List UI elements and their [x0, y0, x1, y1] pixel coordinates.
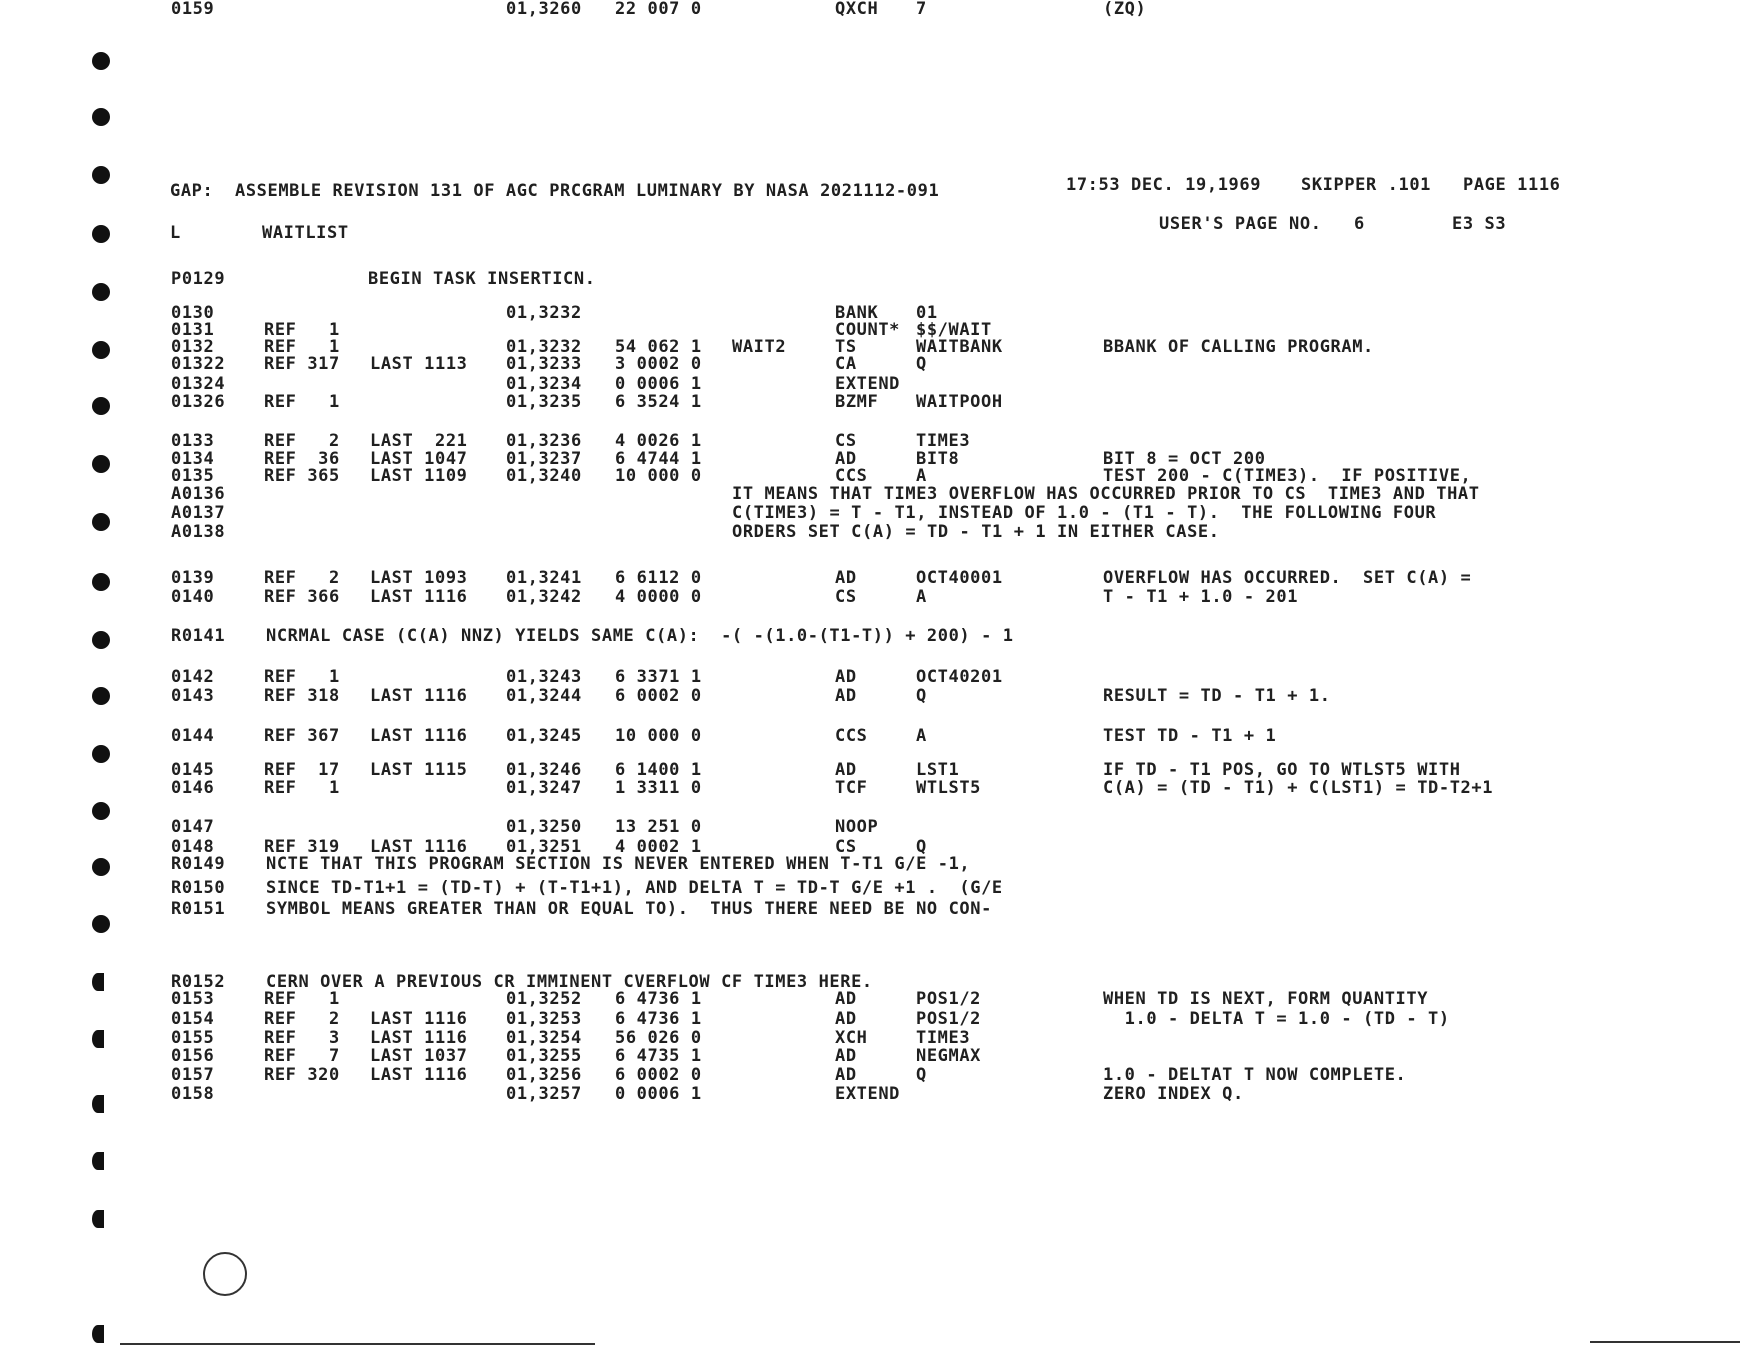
listing-comment: BBANK OF CALLING PROGRAM.: [1103, 337, 1374, 357]
listing-last: LAST 1093: [370, 568, 468, 588]
line-number: A0137: [171, 503, 226, 523]
line-number: 0155: [171, 1028, 215, 1048]
listing-ref: REF 319: [264, 837, 340, 857]
listing-word: 56 026 0: [615, 1028, 702, 1048]
listing-ref: REF 1: [264, 392, 340, 412]
listing-ref: REF 2: [264, 431, 340, 451]
binder-hole-icon: [92, 283, 110, 301]
listing-addr: 01,3260: [506, 0, 582, 19]
listing-last: LAST 1109: [370, 466, 468, 486]
listing-comment: C(A) = (TD - T1) + C(LST1) = TD-T2+1: [1103, 778, 1494, 798]
listing-op: XCH: [835, 1028, 868, 1048]
line-number: 0134: [171, 449, 215, 469]
line-number: 0156: [171, 1046, 215, 1066]
bottom-rule: [120, 1343, 595, 1345]
line-number: A0136: [171, 484, 226, 504]
punch-circle-icon: [203, 1252, 247, 1296]
listing-last: LAST 1047: [370, 449, 468, 469]
listing-operand: Q: [916, 686, 927, 706]
listing-addr: 01,3252: [506, 989, 582, 1009]
line-number: 0130: [171, 303, 215, 323]
listing-operand: 7: [916, 0, 927, 19]
listing-op: QXCH: [835, 0, 879, 19]
listing-last: LAST 1115: [370, 760, 468, 780]
listing-operand: OCT40201: [916, 667, 1003, 687]
listing-word: 10 000 0: [615, 726, 702, 746]
binder-hole-icon: [92, 513, 110, 531]
listing-operand: WAITBANK: [916, 337, 1003, 357]
listing-addr: 01,3236: [506, 431, 582, 451]
binder-hole-icon: [92, 341, 110, 359]
listing-comment: TEST 200 - C(TIME3). IF POSITIVE,: [1103, 466, 1472, 486]
binder-hole-icon: [92, 1095, 104, 1113]
listing-comment: BIT 8 = OCT 200: [1103, 449, 1266, 469]
listing-op: AD: [835, 568, 857, 588]
listing-op: AD: [835, 1009, 857, 1029]
header-title: GAP: ASSEMBLE REVISION 131 OF AGC PRCGRAM LUMINARY BY NASA 2021112-091: [170, 181, 940, 201]
line-number: 0140: [171, 587, 215, 607]
listing-addr: 01,3250: [506, 817, 582, 837]
binder-hole-icon: [92, 455, 110, 473]
listing-last: LAST 1116: [370, 1065, 468, 1085]
binder-hole-icon: [92, 915, 110, 933]
listing-word: 6 4736 1: [615, 1009, 702, 1029]
listing-word: 10 000 0: [615, 466, 702, 486]
listing-comment: BEGIN TASK INSERTICN.: [368, 269, 596, 289]
listing-operand: BIT8: [916, 449, 960, 469]
line-number: 0132: [171, 337, 215, 357]
binder-hole-icon: [92, 52, 110, 70]
listing-ref: REF 367: [264, 726, 340, 746]
listing-ref: REF 36: [264, 449, 340, 469]
listing-op: AD: [835, 686, 857, 706]
listing-word: 0 0006 1: [615, 1084, 702, 1104]
line-number: 0133: [171, 431, 215, 451]
listing-word: 6 4735 1: [615, 1046, 702, 1066]
listing-addr: 01,3232: [506, 303, 582, 323]
listing-comment: 1.0 - DELTAT T NOW COMPLETE.: [1103, 1065, 1407, 1085]
listing-ref: REF 2: [264, 1009, 340, 1029]
line-number: 0143: [171, 686, 215, 706]
listing-label: WAIT2: [732, 337, 787, 357]
listing-ref: REF 1: [264, 989, 340, 1009]
listing-comment: IF TD - T1 POS, GO TO WTLST5 WITH: [1103, 760, 1461, 780]
listing-operand: $$/WAIT: [916, 320, 992, 340]
listing-word: 6 4744 1: [615, 449, 702, 469]
listing-operand: TIME3: [916, 431, 971, 451]
listing-word: 6 0002 0: [615, 686, 702, 706]
listing-comment: NCTE THAT THIS PROGRAM SECTION IS NEVER ENTERED WHEN T-T1 G/E -1,: [266, 854, 971, 874]
listing-word: 6 1400 1: [615, 760, 702, 780]
listing-op: EXTEND: [835, 374, 901, 394]
listing-ref: REF 7: [264, 1046, 340, 1066]
listing-last: LAST 1116: [370, 837, 468, 857]
listing-operand: POS1/2: [916, 1009, 982, 1029]
listing-addr: 01,3243: [506, 667, 582, 687]
line-number: 01322: [171, 354, 226, 374]
line-number: R0151: [171, 899, 226, 919]
log-letter: L: [170, 223, 181, 243]
line-number: R0141: [171, 626, 226, 646]
listing-addr: 01,3254: [506, 1028, 582, 1048]
listing-word: 6 6112 0: [615, 568, 702, 588]
binder-hole-icon: [92, 108, 110, 126]
listing-op: AD: [835, 449, 857, 469]
bottom-rule: [1590, 1341, 1740, 1343]
binder-hole-icon: [92, 1325, 104, 1343]
listing-ref: REF 1: [264, 320, 340, 340]
listing-op: AD: [835, 760, 857, 780]
line-number: A0138: [171, 522, 226, 542]
listing-operand: OCT40001: [916, 568, 1003, 588]
listing-operand: NEGMAX: [916, 1046, 982, 1066]
listing-ref: REF 318: [264, 686, 340, 706]
listing-operand: Q: [916, 354, 927, 374]
listing-addr: 01,3257: [506, 1084, 582, 1104]
listing-op: NOOP: [835, 817, 879, 837]
listing-comment: ZERO INDEX Q.: [1103, 1084, 1244, 1104]
header-operator: SKIPPER .101: [1301, 175, 1432, 195]
listing-word: 22 007 0: [615, 0, 702, 19]
listing-operand: WAITPOOH: [916, 392, 1003, 412]
line-number: 0147: [171, 817, 215, 837]
listing-comment: C(TIME3) = T - T1, INSTEAD OF 1.0 - (T1 - T). THE FOLLOWING FOUR: [732, 503, 1437, 523]
listing-operand: A: [916, 466, 927, 486]
binder-hole-icon: [92, 631, 110, 649]
listing-comment: WHEN TD IS NEXT, FORM QUANTITY: [1103, 989, 1429, 1009]
printout-code: E3 S3: [1452, 214, 1507, 234]
line-number: 0144: [171, 726, 215, 746]
line-number: 0153: [171, 989, 215, 1009]
line-number: 0131: [171, 320, 215, 340]
line-number: 0148: [171, 837, 215, 857]
binder-hole-icon: [92, 1030, 104, 1048]
listing-word: 3 0002 0: [615, 354, 702, 374]
line-number: 0135: [171, 466, 215, 486]
listing-addr: 01,3244: [506, 686, 582, 706]
listing-op: CS: [835, 837, 857, 857]
line-number: 0157: [171, 1065, 215, 1085]
line-number: 0159: [171, 0, 215, 19]
listing-op: BANK: [835, 303, 879, 323]
listing-ref: REF 365: [264, 466, 340, 486]
listing-ref: REF 1: [264, 337, 340, 357]
listing-operand: LST1: [916, 760, 960, 780]
listing-addr: 01,3251: [506, 837, 582, 857]
listing-op: CS: [835, 431, 857, 451]
listing-operand: TIME3: [916, 1028, 971, 1048]
listing-operand: A: [916, 726, 927, 746]
listing-last: LAST 1116: [370, 587, 468, 607]
listing-op: TS: [835, 337, 857, 357]
listing-comment: 1.0 - DELTA T = 1.0 - (TD - T): [1103, 1009, 1450, 1029]
listing-last: LAST 221: [370, 431, 468, 451]
listing-operand: Q: [916, 837, 927, 857]
listing-op: CA: [835, 354, 857, 374]
binder-hole-icon: [92, 802, 110, 820]
header-timestamp: 17:53 DEC. 19,1969: [1066, 175, 1262, 195]
binder-hole-icon: [92, 1152, 104, 1170]
binder-hole-icon: [92, 573, 110, 591]
listing-last: LAST 1116: [370, 726, 468, 746]
listing-op: AD: [835, 667, 857, 687]
listing-op: AD: [835, 1046, 857, 1066]
listing-addr: 01,3233: [506, 354, 582, 374]
listing-op: BZMF: [835, 392, 879, 412]
listing-addr: 01,3242: [506, 587, 582, 607]
header-page: PAGE 1116: [1463, 175, 1561, 195]
listing-comment: TEST TD - T1 + 1: [1103, 726, 1277, 746]
listing-op: CCS: [835, 466, 868, 486]
listing-op: CS: [835, 587, 857, 607]
listing-addr: 01,3256: [506, 1065, 582, 1085]
listing-addr: 01,3241: [506, 568, 582, 588]
listing-addr: 01,3245: [506, 726, 582, 746]
listing-addr: 01,3253: [506, 1009, 582, 1029]
listing-addr: 01,3232: [506, 337, 582, 357]
binder-hole-icon: [92, 973, 104, 991]
line-number: 0158: [171, 1084, 215, 1104]
binder-hole-icon: [92, 858, 110, 876]
line-number: R0150: [171, 878, 226, 898]
listing-word: 4 0000 0: [615, 587, 702, 607]
binder-hole-icon: [92, 225, 110, 243]
line-number: 0146: [171, 778, 215, 798]
listing-word: 0 0006 1: [615, 374, 702, 394]
listing-addr: 01,3255: [506, 1046, 582, 1066]
listing-ref: REF 1: [264, 778, 340, 798]
listing-op: COUNT*: [835, 320, 901, 340]
listing-comment: OVERFLOW HAS OCCURRED. SET C(A) =: [1103, 568, 1472, 588]
listing-last: LAST 1037: [370, 1046, 468, 1066]
line-number: P0129: [171, 269, 226, 289]
listing-addr: 01,3235: [506, 392, 582, 412]
listing-word: 6 3371 1: [615, 667, 702, 687]
listing-word: 6 0002 0: [615, 1065, 702, 1085]
listing-ref: REF 317: [264, 354, 340, 374]
listing-comment: ORDERS SET C(A) = TD - T1 + 1 IN EITHER CASE.: [732, 522, 1220, 542]
listing-comment: (ZQ): [1103, 0, 1147, 19]
listing-last: LAST 1113: [370, 354, 468, 374]
listing-ref: REF 320: [264, 1065, 340, 1085]
section-title: WAITLIST: [262, 223, 349, 243]
listing-word: 4 0002 1: [615, 837, 702, 857]
binder-hole-icon: [92, 397, 110, 415]
binder-hole-icon: [92, 687, 110, 705]
line-number: 0154: [171, 1009, 215, 1029]
listing-op: EXTEND: [835, 1084, 901, 1104]
listing-word: 54 062 1: [615, 337, 702, 357]
listing-word: 13 251 0: [615, 817, 702, 837]
listing-comment: SYMBOL MEANS GREATER THAN OR EQUAL TO). THUS THERE NEED BE NO CON-: [266, 899, 992, 919]
line-number: 0139: [171, 568, 215, 588]
listing-last: LAST 1116: [370, 1028, 468, 1048]
listing-comment: T - T1 + 1.0 - 201: [1103, 587, 1299, 607]
binder-hole-icon: [92, 166, 110, 184]
user-page-number: USER'S PAGE NO. 6: [1159, 214, 1365, 234]
listing-last: LAST 1116: [370, 1009, 468, 1029]
listing-operand: A: [916, 587, 927, 607]
listing-comment: SINCE TD-T1+1 = (TD-T) + (T-T1+1), AND DELTA T = TD-T G/E +1 . (G/E: [266, 878, 1003, 898]
line-number: 0142: [171, 667, 215, 687]
listing-addr: 01,3240: [506, 466, 582, 486]
listing-op: TCF: [835, 778, 868, 798]
listing-comment: IT MEANS THAT TIME3 OVERFLOW HAS OCCURRED PRIOR TO CS TIME3 AND THAT: [732, 484, 1480, 504]
line-number: 0145: [171, 760, 215, 780]
listing-ref: REF 1: [264, 667, 340, 687]
listing-addr: 01,3247: [506, 778, 582, 798]
line-number: R0149: [171, 854, 226, 874]
listing-ref: REF 3: [264, 1028, 340, 1048]
listing-operand: POS1/2: [916, 989, 982, 1009]
listing-addr: 01,3234: [506, 374, 582, 394]
listing-op: AD: [835, 1065, 857, 1085]
listing-operand: 01: [916, 303, 938, 323]
listing-word: 6 3524 1: [615, 392, 702, 412]
listing-op: AD: [835, 989, 857, 1009]
listing-comment: CERN OVER A PREVIOUS CR IMMINENT CVERFLOW CF TIME3 HERE.: [266, 972, 873, 992]
listing-word: 4 0026 1: [615, 431, 702, 451]
listing-ref: REF 2: [264, 568, 340, 588]
listing-operand: WTLST5: [916, 778, 982, 798]
listing-operand: Q: [916, 1065, 927, 1085]
listing-ref: REF 366: [264, 587, 340, 607]
listing-ref: REF 17: [264, 760, 340, 780]
listing-addr: 01,3237: [506, 449, 582, 469]
listing-addr: 01,3246: [506, 760, 582, 780]
binder-hole-icon: [92, 1210, 104, 1228]
listing-word: 1 3311 0: [615, 778, 702, 798]
listing-word: 6 4736 1: [615, 989, 702, 1009]
listing-comment: RESULT = TD - T1 + 1.: [1103, 686, 1331, 706]
line-number: R0152: [171, 972, 226, 992]
listing-op: CCS: [835, 726, 868, 746]
line-number: 01324: [171, 374, 226, 394]
line-number: 01326: [171, 392, 226, 412]
listing-comment: NCRMAL CASE (C(A) NNZ) YIELDS SAME C(A): -( -(1.0-(T1-T)) + 200) - 1: [266, 626, 1014, 646]
binder-hole-icon: [92, 745, 110, 763]
listing-last: LAST 1116: [370, 686, 468, 706]
